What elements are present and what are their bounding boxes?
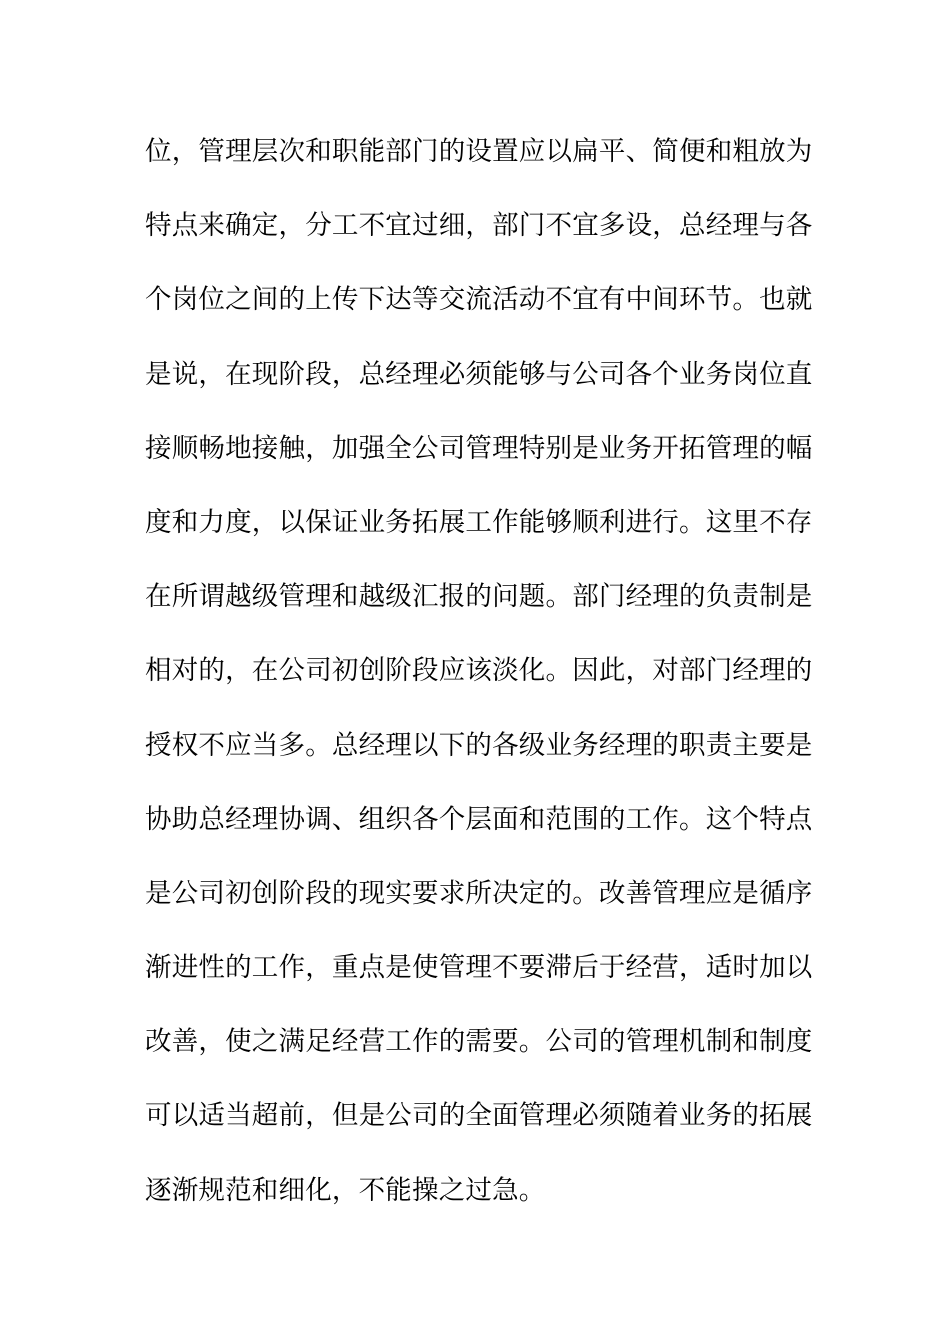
text-line: 接顺畅地接触，加强全公司管理特别是业务开拓管理的幅 xyxy=(145,432,813,464)
text-line: 改善，使之满足经营工作的需要。公司的管理机制和制度 xyxy=(145,1026,813,1058)
text-line: 位，管理层次和职能部门的设置应以扁平、简便和粗放为 xyxy=(145,136,813,167)
text-line: 是公司初创阶段的现实要求所决定的。改善管理应是循序 xyxy=(145,877,813,909)
text-line: 度和力度，以保证业务拓展工作能够顺利进行。这里不存 xyxy=(145,506,813,538)
text-line: 渐进性的工作，重点是使管理不要滞后于经营，适时加以 xyxy=(145,952,813,984)
text-line: 特点来确定，分工不宜过细，部门不宜多设，总经理与各 xyxy=(145,210,813,242)
text-line: 是说，在现阶段，总经理必须能够与公司各个业务岗位直 xyxy=(145,358,813,390)
text-line: 个岗位之间的上传下达等交流活动不宜有中间环节。也就 xyxy=(145,284,813,316)
text-line: 相对的，在公司初创阶段应该淡化。因此，对部门经理的 xyxy=(145,655,813,687)
body-paragraph xyxy=(145,128,815,1241)
text-line: 可以适当超前，但是公司的全面管理必须随着业务的拓展 xyxy=(145,1100,813,1132)
text-line: 逐渐规范和细化，不能操之过急。 xyxy=(145,1174,546,1206)
text-line: 在所谓越级管理和越级汇报的问题。部门经理的负责制是 xyxy=(145,581,813,613)
text-line: 协助总经理协调、组织各个层面和范围的工作。这个特点 xyxy=(145,803,813,835)
text-line: 授权不应当多。总经理以下的各级业务经理的职责主要是 xyxy=(145,729,813,761)
